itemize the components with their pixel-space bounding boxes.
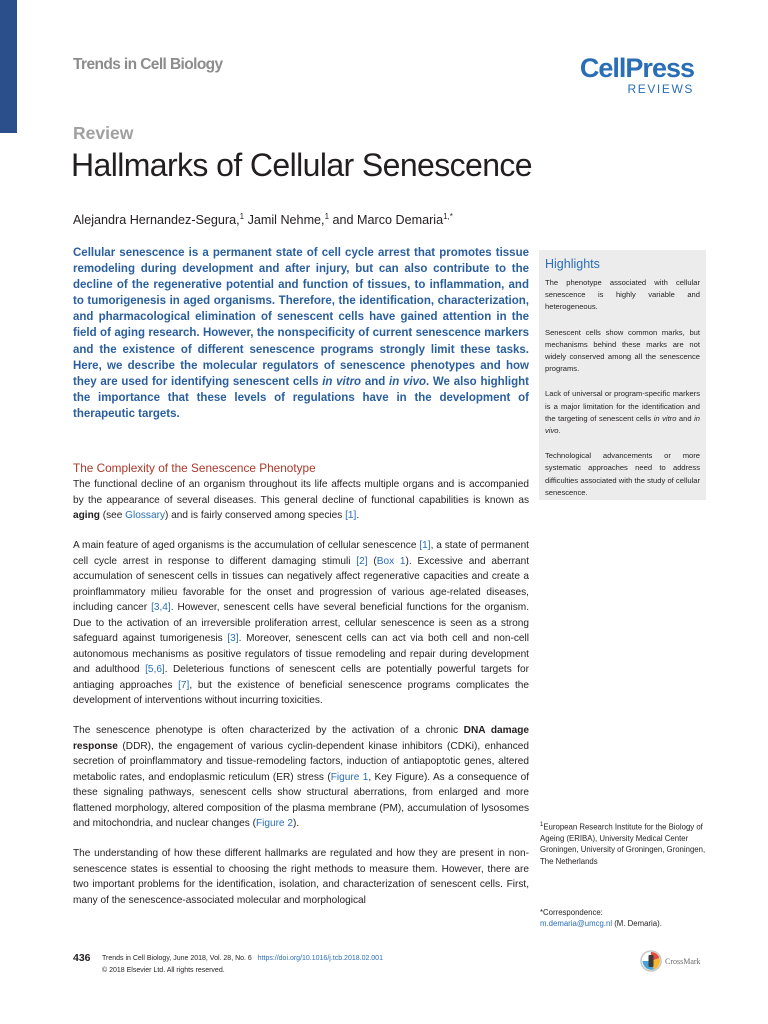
reference-link[interactable]: [7]	[178, 679, 190, 691]
text: ) and is fairly conserved among species	[165, 510, 346, 521]
author-affiliation-mark: 1	[324, 212, 330, 221]
reference-link[interactable]: [1]	[419, 540, 431, 551]
text-italic: in vitro	[653, 413, 677, 423]
reference-link[interactable]: [5,6]	[145, 664, 165, 675]
article-title: Hallmarks of Cellular Senescence	[71, 147, 533, 183]
email-link[interactable]: m.demaria@umcg.nl	[540, 919, 613, 929]
footer-citation	[102, 955, 383, 962]
text: . Moreover, senescent cells can act via both cell and non-cell autonomous mechanisms as positive regulators of tissue remodeling and repair during development and adulthood	[73, 633, 529, 675]
body-text	[73, 477, 529, 923]
text: .	[558, 426, 561, 436]
section-heading: The Complexity of the Senescence Phenotype	[73, 461, 316, 475]
highlights-title: Highlights	[545, 257, 600, 271]
text: (see	[99, 510, 126, 521]
footer-copyright: © 2018 Elsevier Ltd. All rights reserved.	[102, 967, 225, 974]
text: . Deleterious functions of senescent cells are potentially powerful targets for antiaging approaches	[73, 664, 529, 691]
text: , but the existence of beneficial senescence programs complicates the development of interventions without incurring toxicities.	[73, 679, 529, 706]
correspondence	[540, 907, 720, 930]
abstract-text: and	[361, 375, 390, 388]
crossmark-badge[interactable]	[640, 950, 701, 972]
author-name: and Marco Demaria	[329, 213, 444, 228]
affiliation-text: European Research Institute for the Biology of Ageing (ERIBA), University Medical Center Groningen, University of Groningen, Groningen, The Netherlands	[540, 822, 706, 866]
author-name: Jamil Nehme,	[244, 213, 325, 228]
author-list	[73, 212, 453, 227]
text: (	[367, 555, 377, 567]
article-type: Review	[73, 123, 134, 143]
text: The functional decline of an organism throughout its life affects multiple organs and is accompanied by the appearance of several diseases. This general decline of functional capabilities is known as	[73, 479, 529, 506]
affiliation-mark: 1	[540, 822, 544, 828]
glossary-term: DNA damage response	[73, 725, 529, 752]
crossmark-icon	[640, 950, 662, 972]
cellpress-logo	[580, 55, 694, 95]
reference-link[interactable]: [3,4]	[151, 602, 171, 613]
author-affiliation-mark: 1	[239, 212, 245, 221]
text: Lack of universal or program-specific markers is a major limitation for the identification and the targeting of senescent cells	[545, 389, 700, 423]
abstract-italic: in vivo	[389, 375, 426, 388]
affiliation	[540, 820, 710, 867]
text: .	[356, 510, 360, 521]
correspondence-label: *Correspondence:	[540, 908, 603, 917]
reference-link[interactable]: [3]	[227, 633, 239, 644]
logo-sub-text: REVIEWS	[627, 82, 694, 96]
doi-link[interactable]: https://doi.org/10.1016/j.tcb.2018.02.001	[257, 955, 383, 962]
highlight-item: Senescent cells show common marks, but mechanisms behind these marks are not widely conserved among all the senescence programs.	[545, 327, 700, 374]
text: A main feature of aged organisms is the accumulation of cellular senescence	[73, 540, 420, 551]
abstract-text: Cellular senescence is a permanent state of cell cycle arrest that promotes tissue remodeling during development and after injury, but can also contribute to the decline of the regenerative potential and function of tissues, to inflammation, and to tumorigenesis in aged organisms. Therefore, the identification, characterization, and pharmacological elimination of senescent cells have gained attention in the field of aging research. However, the nonspecificity of current senescence markers and the existence of different senescence programs strongly limit these tasks. Here, we describe the molecular regulators of senescence phenotypes and how they are used for identifying senescent cells	[73, 247, 529, 388]
text: , Key Figure). As a consequence of these signaling pathways, senescent cells show structural aberrations, from enlarged and more flattened morphology, altered composition of the plasma membrane (PM), accumulation of lysosomes and mitochondria, and nuclear changes (	[73, 771, 530, 829]
figure-link[interactable]: Figure 1	[330, 771, 369, 783]
text: and	[676, 413, 695, 423]
crossmark-label: CrossMark	[665, 956, 701, 966]
text: . However, senescent cells have several beneficial functions for the organism. Due to the activation of an irreversible proliferation arrest, cellular senescence is seen as a strong safeguard against tumorigenesis	[73, 602, 529, 644]
glossary-link[interactable]: Glossary	[125, 510, 165, 521]
text: ).	[292, 818, 300, 829]
highlights-box	[539, 250, 706, 500]
paragraph	[73, 723, 529, 832]
journal-name: Trends in Cell Biology	[73, 56, 223, 73]
text: , a state of permanent cell cycle arrest in response to different damaging stimuli	[73, 540, 529, 567]
text-italic: in vivo	[545, 413, 700, 436]
reference-link[interactable]: [1]	[345, 510, 357, 521]
citation-text: Trends in Cell Biology, June 2018, Vol. 28, No. 6	[102, 955, 252, 962]
abstract-text: . We also highlight the importance that these levels of regulations have in the development of therapeutic targets.	[73, 375, 529, 420]
text: The senescence phenotype is often characterized by the activation of a chronic	[73, 725, 464, 736]
abstract	[73, 245, 529, 422]
box-link[interactable]: Box 1	[376, 555, 406, 567]
page-number: 436	[73, 952, 91, 964]
highlight-item	[545, 388, 700, 437]
correspondence-name: (M. Demaria).	[612, 919, 662, 929]
side-accent-bar	[0, 0, 17, 133]
reference-link[interactable]: [2]	[356, 555, 368, 567]
text: ). Excessive and aberrant accumulation of senescent cells in tissues can negatively affect regenerative capacities and create a proinflammatory milieu favorable for the onset and progression of various age-related diseases, including cancer	[73, 555, 530, 613]
paragraph	[73, 538, 529, 709]
figure-link[interactable]: Figure 2	[255, 818, 293, 829]
highlight-item: The phenotype associated with cellular senescence is highly variable and heterogeneous.	[545, 278, 700, 312]
logo-main-text: CellPress	[579, 53, 694, 83]
glossary-term: aging	[73, 510, 100, 521]
paragraph: The understanding of how these different hallmarks are regulated and how they are present in non-senescence states is essential to choosing the right methods to measure them. However, there are two important problems for the identification, isolation, and characterization of senescent cells. First, many of the senescence-associated molecular and morphological	[73, 848, 529, 906]
text: (DDR), the engagement of various cyclin-dependent kinase inhibitors (CDKi), enhanced secretion of proinflammatory and tissue-remodeling factors, induction of antiapoptotic genes, altered metabolic rates, and endoplasmic reticulum (ER) stress (	[73, 740, 529, 783]
paragraph	[73, 477, 529, 524]
abstract-italic: in vitro	[322, 375, 362, 388]
author-name: Alejandra Hernandez-Segura,	[73, 213, 240, 228]
highlight-item: Technological advancements or more systematic approaches need to address difficulties associated with the study of cellular senescence.	[545, 451, 700, 497]
author-affiliation-mark: 1,*	[443, 212, 453, 221]
